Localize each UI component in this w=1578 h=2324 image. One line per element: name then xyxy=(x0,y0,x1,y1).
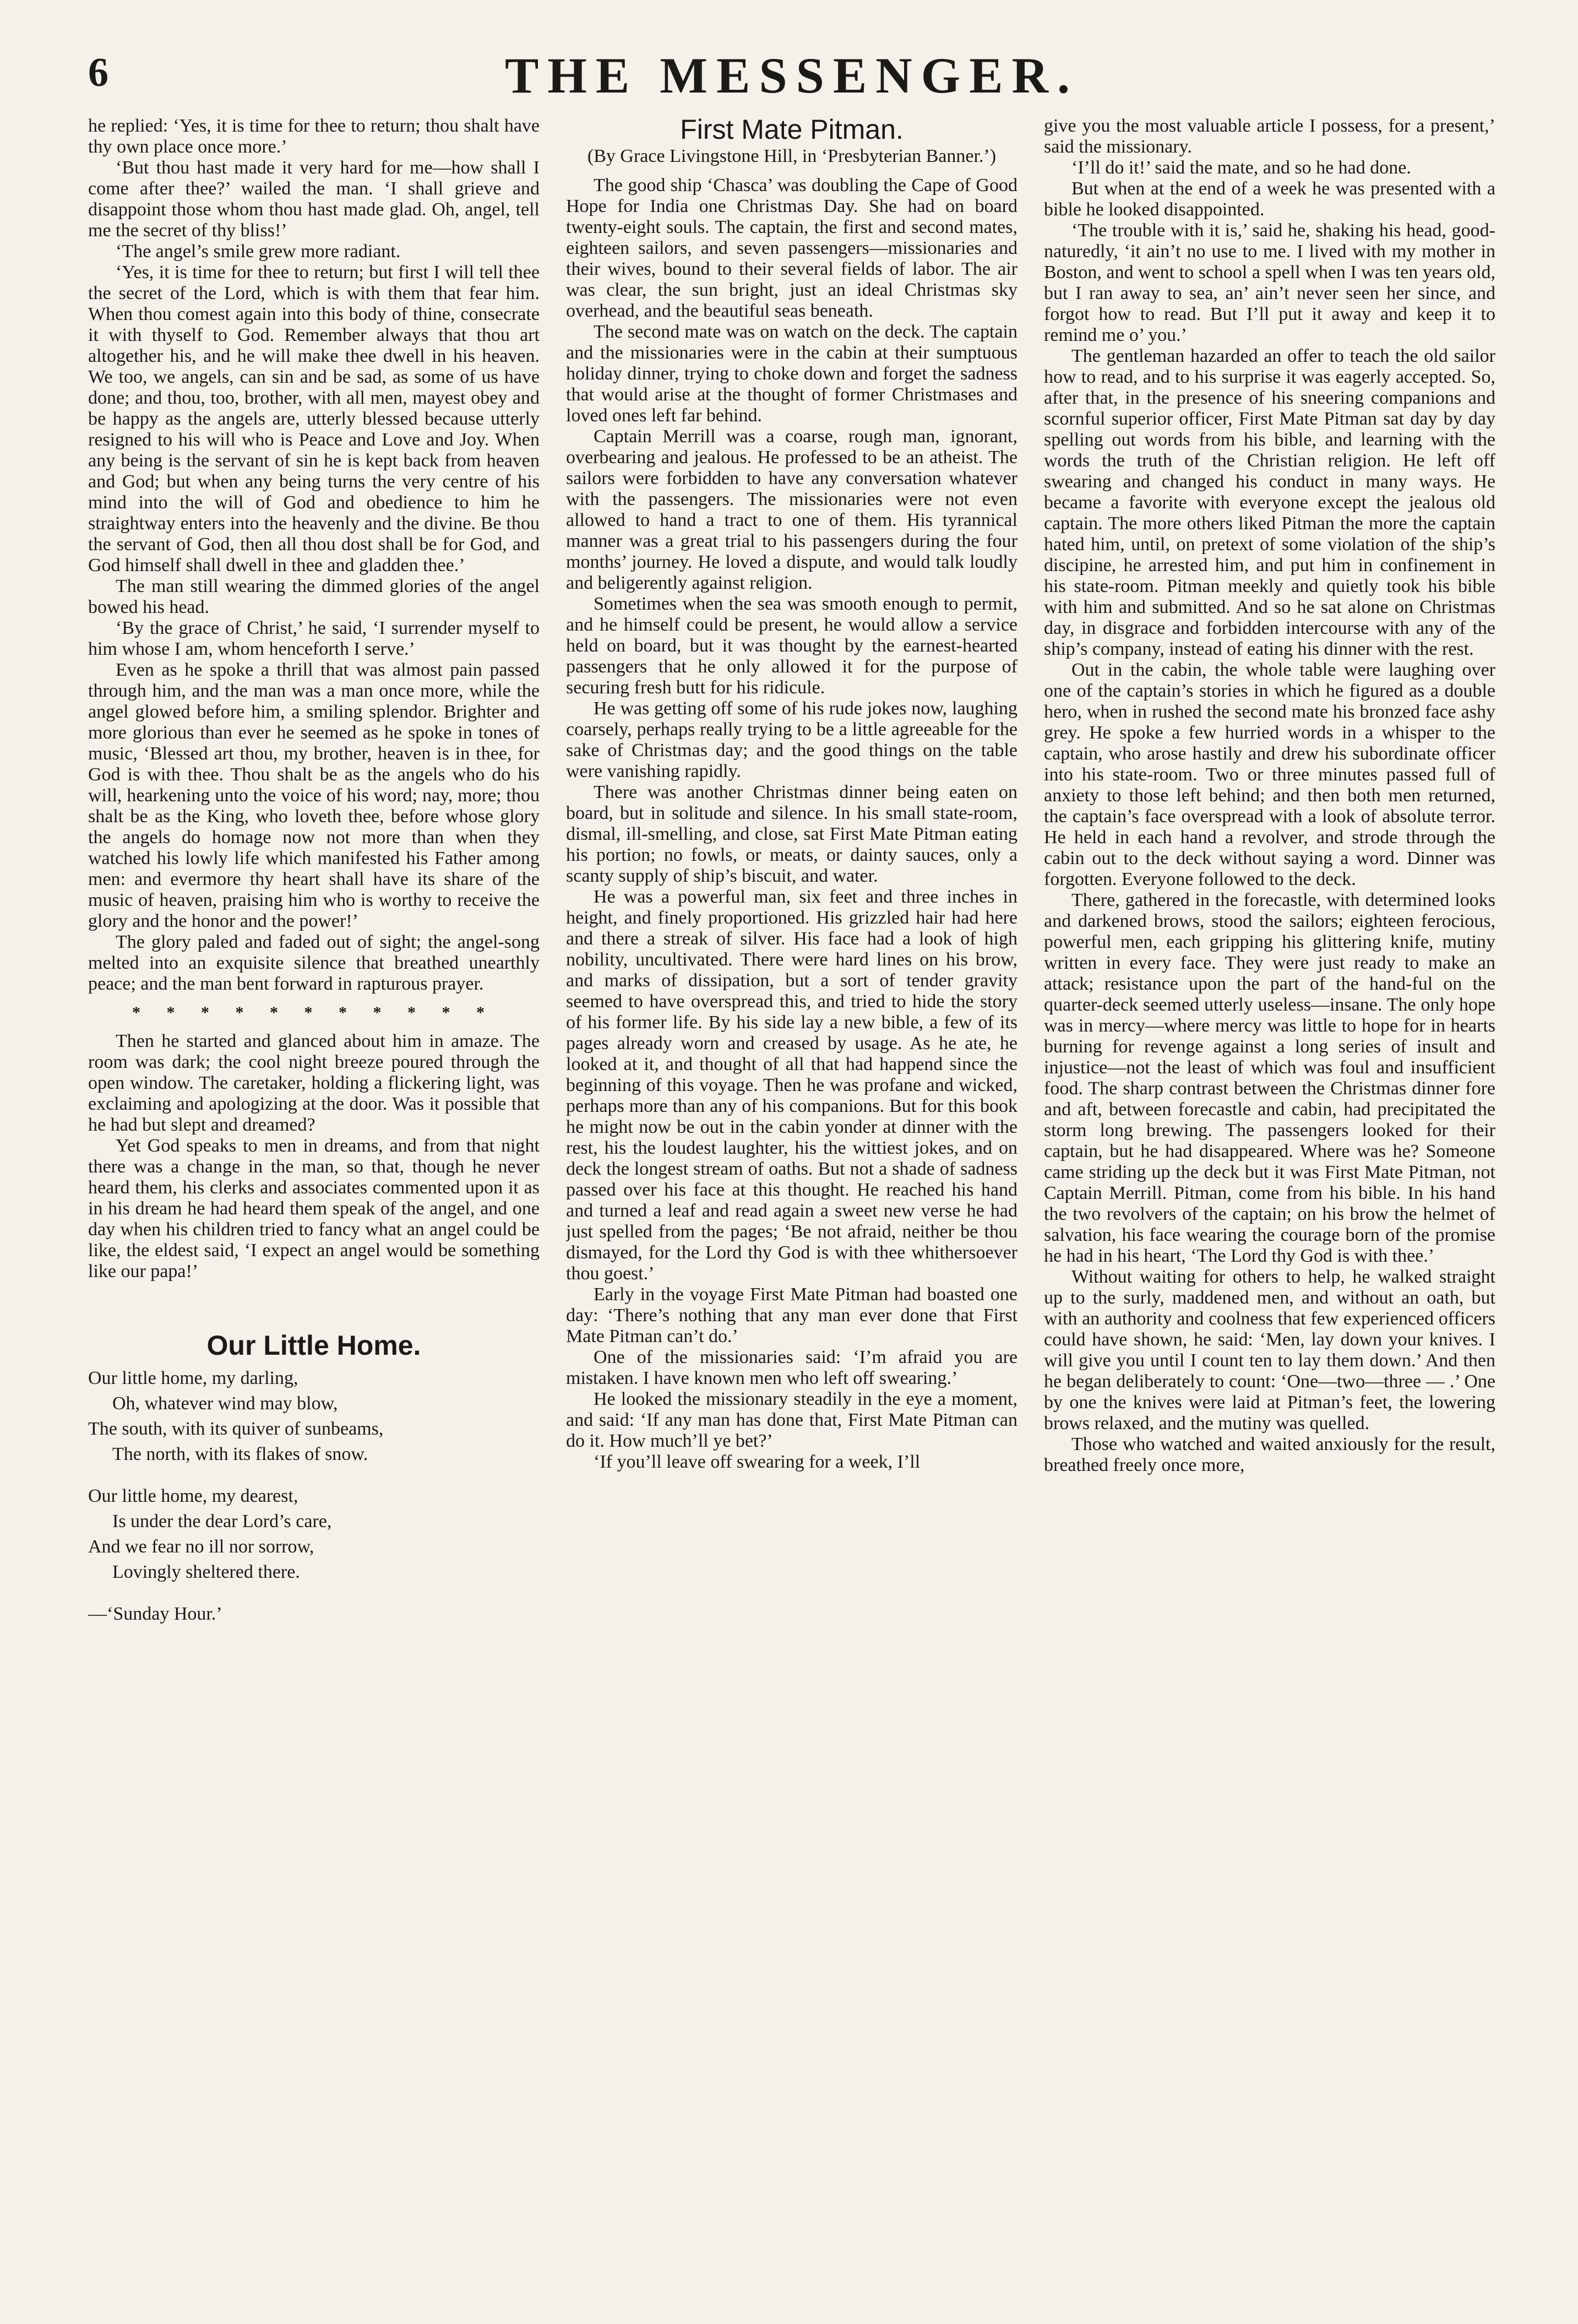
paragraph: Early in the voyage First Mate Pitman had boasted one day: ‘There’s nothing that any man ever done that First Mate Pitman can’t do.’ xyxy=(566,1284,1017,1346)
paragraph: The good ship ‘Chasca’ was doubling the Cape of Good Hope for India one Christmas Day. She had on board twenty-eight souls. The captain, the first and second mates, eighteen sailors, and seven passengers—missionaries and their wives, bound to their several fields of labor. The air was clear, the sun bright, just an ideal Christmas sky overhead, and the beautiful seas beneath. xyxy=(566,175,1017,321)
paragraph: Even as he spoke a thrill that was almost pain passed through him, and the man was a man once more, while the angel glowed before him, a smiling splendor. Brighter and more glorious than ever he seemed as he spoke in tones of music, ‘Blessed art thou, my brother, heaven is in thee, for God is with thee. Thou shalt be as the angels who do his will, hearkening unto the voice of his word; nay, more; thou shalt be as the King, who loveth thee, before whose glory the angels do homage now not more than when they watched his lowly life which manifested his Father among men: and evermore thy heart shall have its share of the music of heaven, praising him who is worthy to receive the glory and the honor and the power!’ xyxy=(88,660,540,931)
paragraph: The glory paled and faded out of sight; the angel-song melted into an exquisite silence that breathed unearthly peace; and the man bent forward in rapturous prayer. xyxy=(88,932,540,994)
poem xyxy=(88,1366,540,1627)
paragraph: Without waiting for others to help, he walked straight up to the surly, maddened men, and without an oath, but with an authority and coolness that few experienced officers could have shown, he said: ‘Men, lay down your knives. I will give you until I count ten to lay them down.’ And then he began deliberately to count: ‘One—two—three — .’ One by one the knives were laid at Pitman’s feet, the lowering brows relaxed, and the mutiny was quelled. xyxy=(1044,1267,1495,1434)
paragraph: He was a powerful man, six feet and three inches in height, and finely proportioned. His grizzled hair had here and there a streak of silver. His face had a look of high nobility, uncultivated. There were hard lines on his brow, and marks of dissipation, but a sort of tender gravity seemed to have overspread this, and tried to hide the story of his former life. By his side lay a new bible, a few of its pages already worn and creased by usage. As he ate, he looked at it, and thought of all that had happend since the beginning of this voyage. Then he was profane and wicked, perhaps more than any of his companions. But for this book he might now be out in the cabin yonder at dinner with the rest, his the loudest laughter, his the wittiest jokes, and on deck the longest stream of oaths. But not a shade of sadness passed over his face at this thought. He reached his hand and turned a leaf and read again a sweet new verse he had just spelled from the pages; ‘Be not afraid, neither be thou dismayed, for the Lord thy God is with thee whithersoever thou goest.’ xyxy=(566,887,1017,1284)
column-3 xyxy=(1044,116,1495,2302)
paragraph: ‘The angel’s smile grew more radiant. xyxy=(116,241,401,262)
poem-title: Our Little Home. xyxy=(206,1330,421,1361)
paragraph: ‘I’ll do it!’ said the mate, and so he had done. xyxy=(1071,158,1411,178)
poem-line: Lovingly sheltered there. xyxy=(112,1562,300,1582)
paragraph: The gentleman hazarded an offer to teach the old sailor how to read, and to his surprise it was eagerly accepted. So, after that, in the presence of his sneering companions and scornful superior officer, First Mate Pitman sat day by day spelling out words from his bible, and learning with the words the truth of the Christian religion. He left off swearing and changed his conduct in many ways. He became a favorite with everyone except the jealous old captain. The more others liked Pitman the more the captain hated him, until, on pretext of some violation of the ship’s discipine, he arrested him, and put him in confinement in his state-room. Pitman meekly and quietly took his bible with him and submitted. And so he sat alone on Christmas day, in disgrace and forbidden intercourse with any of the ship’s company, instead of eating his dinner with the rest. xyxy=(1044,346,1495,659)
paragraph: He looked the missionary steadily in the eye a moment, and said: ‘If any man has done that, First Mate Pitman can do it. How much’ll ye bet?’ xyxy=(566,1389,1017,1451)
paragraph: ‘Yes, it is time for thee to return; but first I will tell thee the secret of the Lord, which is with them that fear him. When thou comest again into this body of thine, consecrate it with thyself to God. Remember always that thou art altogether his, and he will make thee dwell in his heaven. We too, we angels, can sin and be sad, as some of us have done; and thou, too, brother, with all men, mayest obey and be happy as the angels are, utterly blessed because utterly resigned to his will who is Peace and Love and Joy. When any being is the servant of sin he is kept back from heaven and God; but when any being turns the very centre of his mind into the will of God and obedience to him he straightway enters into the heavenly and the divine. Be thou the servant of God, then all thou dost shall be for God, and God himself shall dwell in thee and gladden thee.’ xyxy=(88,262,540,575)
paragraph: Those who watched and waited anxiously for the result, breathed freely once more, xyxy=(1044,1434,1495,1475)
paragraph: The man still wearing the dimmed glories of the angel bowed his head. xyxy=(88,576,540,617)
column-1 xyxy=(88,116,540,2302)
page-number: 6 xyxy=(88,50,108,95)
paper-title: THE MESSENGER. xyxy=(505,47,1079,104)
paragraph: Out in the cabin, the whole table were laughing over one of the captain’s stories in which he figured as a double hero, when in rushed the second mate his bronzed face ashy grey. He spoke a few hurried words in a whisper to the captain, who arose hastily and drew his subordinate officer into his state-room. Two or three minutes passed full of anxiety to those left behind; and then both men returned, the captain’s face overspread with a look of absolute terror. He held in each hand a revolver, and strode through the cabin out to the deck without saying a word. Dinner was forgotten. Everyone followed to the deck. xyxy=(1044,660,1495,889)
paragraph: give you the most valuable article I possess, for a present,’ said the missionary. xyxy=(1044,116,1495,157)
paragraph: Then he started and glanced about him in amaze. The room was dark; the cool night breeze poured through the open window. The caretaker, holding a flickering light, was exclaiming and apologizing at the door. Was it possible that he had but slept and dreamed? xyxy=(88,1031,540,1135)
poem-stanza xyxy=(88,1484,540,1585)
paragraph: But when at the end of a week he was presented with a bible he looked disappointed. xyxy=(1044,178,1495,220)
poem-line: The south, with its quiver of sunbeams, xyxy=(88,1419,384,1439)
paragraph: There was another Christmas dinner being eaten on board, but in solitude and silence. In his small state-room, dismal, ill-smelling, and close, sat First Mate Pitman eating his portion; no fowls, or meats, or dainty sauces, only a scanty supply of ship’s biscuit, and water. xyxy=(566,782,1017,886)
paragraph: The second mate was on watch on the deck. The captain and the missionaries were in the cabin at their sumptuous holiday dinner, trying to choke down and forget the sadness that would arise at the thought of former Christmases and loved ones left far behind. xyxy=(566,322,1017,426)
paragraph: Yet God speaks to men in dreams, and from that night there was a change in the man, so that, though he never heard them, his clerks and associates commented upon it as in his dream he had heard them speak of the angel, and one day when his children tried to fancy what an angel could be like, the eldest said, ‘I expect an angel would be something like our papa!’ xyxy=(88,1136,540,1282)
masthead xyxy=(88,47,1495,110)
paragraph: Sometimes when the sea was smooth enough to permit, and he himself could be present, he would allow a service held on board, but it was thought by the earnest-hearted passengers that he only allowed it for the purpose of securing fresh butt for his ridicule. xyxy=(566,594,1017,698)
poem-line: Oh, whatever wind may blow, xyxy=(112,1393,338,1414)
poem-stanza xyxy=(88,1366,540,1467)
paragraph: He was getting off some of his rude jokes now, laughing coarsely, perhaps really trying to be a little agreeable for the sake of Christmas day; and the good things on the table were vanishing rapidly. xyxy=(566,698,1017,781)
byline: (By Grace Livingstone Hill, in ‘Presbyterian Banner.’) xyxy=(587,146,997,166)
column-2 xyxy=(566,116,1017,2302)
paragraph: There, gathered in the forecastle, with determined looks and darkened brows, stood the sailors; eighteen ferocious, powerful men, each gripping his glittering knife, mutiny written in every face. They were just ready to make an attack; resistance upon the part of the hand-ful on the quarter-deck seemed utterly useless—insane. The only hope was in mercy—where mercy was little to hope for in hearts burning for revenge against a long series of insult and injustice—not the least of which was foul and insufficient food. The sharp contrast between the Christmas dinner fore and aft, between forecastle and cabin, had precipitated the storm long brewing. The passengers looked for their captain, but he had disappeared. Where was he? Someone came striding up the deck but it was First Mate Pitman, not Captain Merrill. Pitman, come from his bible. In his hand the two revolvers of the captain; on his brow the helmet of salvation, his face wearing the courage born of the promise he had in his heart, ‘The Lord thy God is with thee.’ xyxy=(1044,890,1495,1266)
paragraph: Captain Merrill was a coarse, rough man, ignorant, overbearing and jealous. He professed to be an atheist. The sailors were forbidden to have any conversation whatever with the passengers. The missionaries were not even allowed to hand a tract to one of them. His tyrannical manner was a great trial to his passengers during the four months’ journey. He loved a dispute, and would talk loudly and beligerently against religion. xyxy=(566,426,1017,593)
paragraph: ‘But thou hast made it very hard for me—how shall I come after thee?’ wailed the man. ‘I shall grieve and disappoint those whom thou hast made glad. Oh, angel, tell me the secret of thy bliss!’ xyxy=(88,158,540,241)
poem-line: And we fear no ill nor sorrow, xyxy=(88,1536,314,1557)
paragraph: he replied: ‘Yes, it is time for thee to return; thou shalt have thy own place once more.’ xyxy=(88,116,540,157)
poem-line: Our little home, my darling, xyxy=(88,1368,298,1388)
poem-line: Is under the dear Lord’s care, xyxy=(112,1511,332,1532)
paragraph: ‘The trouble with it is,’ said he, shaking his head, good-naturedly, ‘it ain’t no use to me. I lived with my mother in Boston, and went to school a spell when I was ten years old, but I ran away to sea, an’ ain’t never seen her since, and forgot how to read. But I’ll put it away and keep it to remind me o’ you.’ xyxy=(1044,220,1495,345)
paragraph: ‘If you’ll leave off swearing for a week, I’ll xyxy=(594,1452,921,1472)
section-break-stars: * * * * * * * * * * * xyxy=(132,1003,496,1022)
paragraph: ‘By the grace of Christ,’ he said, ‘I surrender myself to him whose I am, whom henceforth I serve.’ xyxy=(88,618,540,659)
poem-line: The north, with its flakes of snow. xyxy=(112,1444,368,1464)
text-columns xyxy=(88,116,1495,2302)
paragraph: One of the missionaries said: ‘I’m afraid you are mistaken. I have known men who left off swearing.’ xyxy=(566,1347,1017,1388)
article-title: First Mate Pitman. xyxy=(680,116,904,145)
poem-line: Our little home, my dearest, xyxy=(88,1486,298,1506)
poem-source: —‘Sunday Hour.’ xyxy=(88,1604,222,1624)
